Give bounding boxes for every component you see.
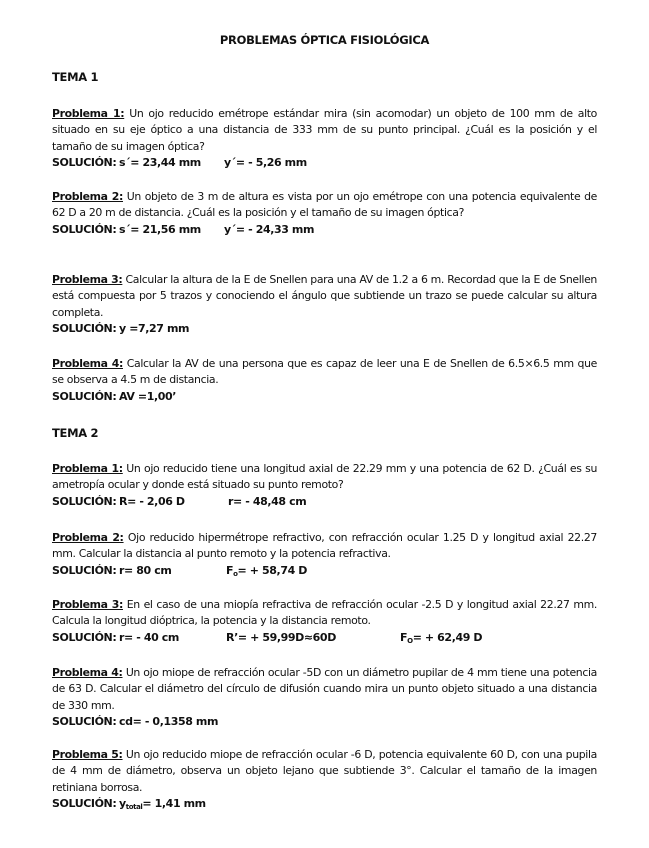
solution-value-a: r= - 40 cm bbox=[119, 630, 179, 644]
solution-line bbox=[52, 389, 597, 406]
solution-line bbox=[52, 714, 597, 731]
symbol-value: = + 58,74 D bbox=[237, 563, 307, 577]
solution-value-b: y´= - 24,33 mm bbox=[224, 222, 315, 236]
solution-line bbox=[52, 563, 597, 580]
solution-line bbox=[52, 155, 597, 172]
tema2-problem-2 bbox=[52, 530, 597, 580]
solution-value-a: R= - 2,06 D bbox=[119, 494, 185, 508]
problem-label: Problema 2: bbox=[52, 190, 123, 203]
solution-label: SOLUCIÓN: bbox=[52, 222, 117, 236]
solution-label: SOLUCIÓN: bbox=[52, 321, 117, 335]
solution-value-a: y =7,27 mm bbox=[119, 321, 190, 335]
solution-label: SOLUCIÓN: bbox=[52, 796, 117, 810]
tema1-heading: TEMA 1 bbox=[52, 70, 99, 84]
solution-value-a bbox=[119, 796, 206, 815]
solution-value-b: y´= - 5,26 mm bbox=[224, 155, 307, 169]
problem-text: Un ojo reducido miope de refracción ocular -6 D, potencia equivalente 60 D, con una pupila de 4 mm de diámetro, observa un objeto lejano que subtiende 3°. Calcular el tamaño de la imagen retiniana borrosa. bbox=[52, 748, 597, 794]
solution-line bbox=[52, 222, 597, 239]
solution-value-c bbox=[400, 630, 482, 649]
symbol-subscript: O bbox=[407, 636, 413, 645]
solution-value-b bbox=[226, 563, 307, 582]
problem-label: Problema 2: bbox=[52, 531, 124, 544]
solution-value-b: R’= + 59,99D≈60D bbox=[226, 630, 336, 644]
solution-line bbox=[52, 321, 597, 338]
symbol-main: y bbox=[119, 796, 126, 810]
symbol-value: = + 62,49 D bbox=[412, 630, 483, 644]
tema2-problem-3 bbox=[52, 597, 597, 647]
tema1-problem-3 bbox=[52, 272, 597, 338]
solution-line bbox=[52, 630, 597, 647]
solution-value-a: cd= - 0,1358 mm bbox=[119, 714, 219, 728]
solution-label: SOLUCIÓN: bbox=[52, 714, 117, 728]
symbol-main: F bbox=[226, 563, 234, 577]
solution-label: SOLUCIÓN: bbox=[52, 563, 117, 577]
solution-line bbox=[52, 796, 597, 813]
tema1-problem-2 bbox=[52, 189, 597, 239]
symbol-main: F bbox=[400, 630, 408, 644]
symbol-subscript: total bbox=[125, 802, 143, 811]
solution-line bbox=[52, 494, 597, 511]
problem-label: Problema 1: bbox=[52, 462, 123, 475]
solution-label: SOLUCIÓN: bbox=[52, 494, 117, 508]
tema2-heading: TEMA 2 bbox=[52, 426, 99, 440]
solution-value-a: s´= 23,44 mm bbox=[119, 155, 201, 169]
problem-text: Ojo reducido hipermétrope refractivo, con refracción ocular 1.25 D y longitud axial 22.27 mm. Calcular la distancia al punto remoto y la potencia refractiva. bbox=[52, 531, 597, 561]
solution-label: SOLUCIÓN: bbox=[52, 389, 117, 403]
problem-text: Un ojo reducido emétrope estándar mira (sin acomodar) un objeto de 100 mm de alto situado en su eje óptico a una distancia de 333 mm de su punto principal. ¿Cuál es la posición y el tamaño de su imagen óptica? bbox=[52, 107, 597, 153]
problem-label: Problema 1: bbox=[52, 107, 125, 120]
tema2-problem-1 bbox=[52, 461, 597, 511]
tema1-problem-4 bbox=[52, 356, 597, 406]
problem-label: Problema 4: bbox=[52, 666, 123, 679]
problem-label: Problema 3: bbox=[52, 273, 123, 286]
tema2-problem-4 bbox=[52, 665, 597, 731]
tema1-problem-1 bbox=[52, 106, 597, 172]
problem-text: Calcular la AV de una persona que es capaz de leer una E de Snellen de 6.5×6.5 mm que se observa a 4.5 m de distancia. bbox=[52, 357, 598, 387]
page-title: PROBLEMAS ÓPTICA FISIOLÓGICA bbox=[219, 33, 430, 47]
problem-text: Un ojo miope de refracción ocular -5D con un diámetro pupilar de 4 mm tiene una potencia de 63 D. Calcular el diámetro del círculo de difusión cuando mira un punto objeto situado a una distancia de 330 mm. bbox=[52, 666, 597, 712]
solution-value-a: s´= 21,56 mm bbox=[119, 222, 201, 236]
symbol-value: = 1,41 mm bbox=[142, 796, 206, 810]
solution-value-a: r= 80 cm bbox=[119, 563, 172, 577]
problem-text: En el caso de una miopía refractiva de refracción ocular -2.5 D y longitud axial 22.27 mm. Calcula la longitud dióptrica, la potencia y la distancia remoto. bbox=[52, 598, 597, 628]
solution-label: SOLUCIÓN: bbox=[52, 630, 117, 644]
tema2-problem-5 bbox=[52, 747, 597, 813]
symbol-subscript: o bbox=[233, 569, 238, 578]
problem-text: Un ojo reducido tiene una longitud axial de 22.29 mm y una potencia de 62 D. ¿Cuál es su ametropía ocular y donde está situado su punto remoto? bbox=[52, 462, 597, 492]
solution-value-b: r= - 48,48 cm bbox=[228, 494, 307, 508]
problem-label: Problema 5: bbox=[52, 748, 123, 761]
problem-label: Problema 3: bbox=[52, 598, 123, 611]
solution-label: SOLUCIÓN: bbox=[52, 155, 117, 169]
problem-text: Un objeto de 3 m de altura es vista por un ojo emétrope con una potencia equivalente de 62 D a 20 m de distancia. ¿Cuál es la posición y el tamaño de su imagen óptica? bbox=[52, 190, 597, 220]
problem-text: Calcular la altura de la E de Snellen para una AV de 1.2 a 6 m. Recordad que la E de Snellen está compuesta por 5 trazos y conociendo el ángulo que subtiende un trazo se puede calcular su altura completa. bbox=[52, 273, 597, 319]
problem-label: Problema 4: bbox=[52, 357, 123, 370]
solution-value-a: AV =1,00’ bbox=[119, 389, 177, 403]
